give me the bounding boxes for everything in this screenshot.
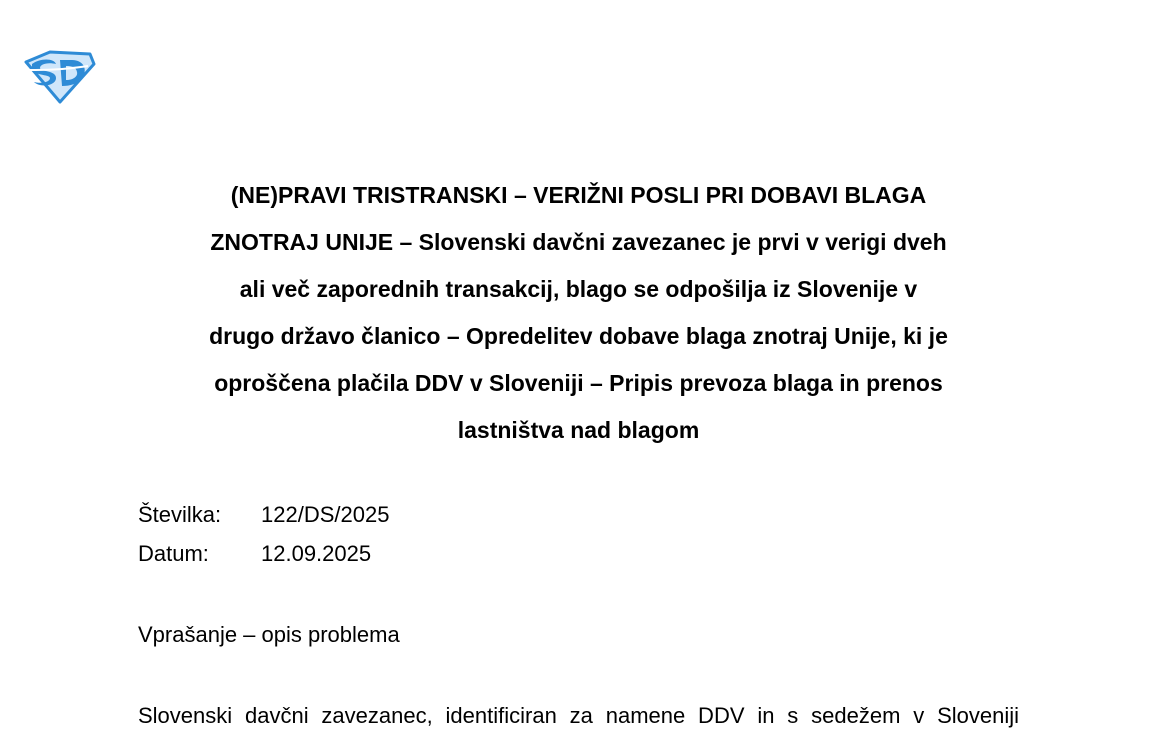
number-label: Številka: <box>138 502 222 527</box>
section-heading: Vprašanje – opis problema <box>138 622 400 647</box>
number-value: 122/DS/2025 <box>261 502 390 527</box>
title-line: lastništva nad blagom <box>457 417 700 443</box>
number-row <box>138 502 389 528</box>
title-line: ali več zaporednih transakcij, blago se odpošilja iz Slovenije v <box>239 276 918 302</box>
date-label: Datum: <box>138 541 209 566</box>
title-line: oproščena plačila DDV v Sloveniji – Pripis prevoza blaga in prenos <box>214 370 943 396</box>
title-line: ZNOTRAJ UNIJE – Slovenski davčni zavezanec je prvi v verigi dveh <box>210 229 947 255</box>
title-line: (NE)PRAVI TRISTRANSKI – VERIŽNI POSLI PRI DOBAVI BLAGA <box>230 182 927 208</box>
document-title <box>120 172 1037 454</box>
title-line: drugo državo članico – Opredelitev dobave blaga znotraj Unije, ki je <box>209 323 948 349</box>
sd-logo-icon <box>22 48 96 104</box>
date-value: 12.09.2025 <box>261 541 372 566</box>
date-row <box>138 541 371 567</box>
body-paragraph: Slovenski davčni zavezanec, identificiran za namene DDV in s sedežem v Sloveniji <box>138 703 1019 728</box>
